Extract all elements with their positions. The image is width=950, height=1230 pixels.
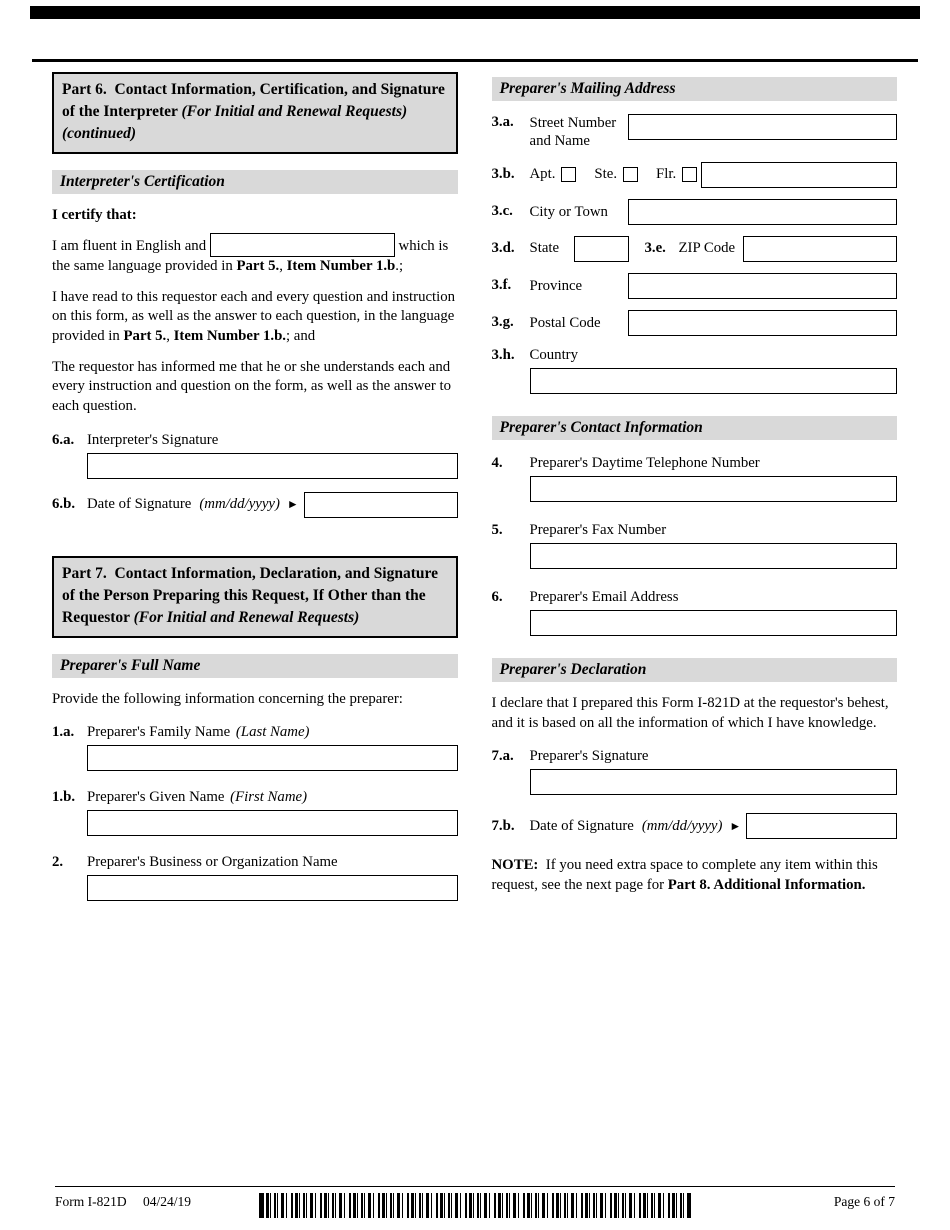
sentence-end-2: ; and: [286, 328, 316, 345]
province-input[interactable]: [628, 273, 898, 299]
country-input[interactable]: [530, 368, 898, 394]
fluent-text-after: which is the same language provided in: [52, 238, 449, 274]
item-3d-number: 3.d.: [491, 240, 515, 257]
part8-reference: Part 8. Additional Information.: [667, 876, 866, 893]
part6-title: Part 6. Contact Information, Certification, and Signature of the Interpreter: [62, 81, 445, 120]
item-3a-number: 3.a.: [491, 114, 514, 130]
preparer-signature-label: Preparer's Signature: [529, 748, 649, 765]
certify-heading: I certify that:: [52, 207, 137, 223]
item-3f-number: 3.f.: [491, 277, 512, 294]
email-address-label: Preparer's Email Address: [529, 588, 679, 605]
read-text: I have read to this requestor each and every question and instruction on this form, as well as the answer to each question, in the language provided in: [52, 288, 456, 345]
note-label: NOTE:: [491, 857, 539, 874]
item-4-number: 4.: [491, 454, 503, 471]
preparer-given-name-input[interactable]: [87, 810, 458, 836]
item-3b-number: 3.b.: [491, 166, 515, 183]
arrow-right-icon-2: ►: [729, 818, 742, 833]
daytime-phone-label: Preparer's Daytime Telephone Number: [529, 454, 760, 471]
unit-number-input[interactable]: [701, 162, 897, 188]
section-title: Preparer's Mailing Address: [499, 80, 676, 97]
interpreter-signature-input[interactable]: [87, 453, 458, 479]
item-3h-number: 3.h.: [491, 346, 515, 363]
declaration-text: I declare that I prepared this Form I-821D at the requestor's behest, and it is based on all the information of which I have knowledge.: [491, 694, 889, 731]
country-label: Country: [529, 346, 579, 363]
part5-reference-2: Part 5.: [123, 328, 167, 345]
item-1b-number: 1.b.: [52, 789, 76, 806]
fluent-statement: [52, 233, 458, 277]
note-text: If you need extra space to complete any item within this request, see the next page for: [491, 857, 878, 893]
item-3e-number: 3.e.: [644, 240, 666, 257]
item-3b-row: [492, 162, 898, 188]
understands-statement: The requestor has informed me that he or she understands each and every instruction and question on the form, as well as the answer to each question.: [52, 358, 452, 415]
given-name-label: Preparer's Given Name: [87, 789, 225, 806]
fluent-text-before: I am fluent in English and: [52, 238, 207, 254]
header-rule: [32, 59, 918, 62]
part7-title: Part 7. Contact Information, Declaration, and Signature of the Person Preparing this Request, If Other than the Requestor: [62, 564, 438, 626]
reference-comma-2: ,: [166, 328, 174, 345]
barcode: [259, 1193, 691, 1218]
item-3f-row: [492, 273, 898, 299]
zip-code-label: ZIP Code: [678, 240, 736, 257]
item-number-reference-2: Item Number 1.b.: [173, 328, 286, 345]
street-label: Street Number and Name: [529, 115, 617, 150]
family-name-label: Preparer's Family Name: [87, 724, 231, 741]
item-1b-row: [52, 789, 458, 806]
top-black-bar: [30, 6, 920, 19]
item-6a-row: [52, 432, 458, 449]
item-7a-number: 7.a.: [491, 748, 514, 765]
family-name-hint: (Last Name): [235, 724, 310, 741]
ste-label: Ste.: [594, 166, 618, 183]
item-6a-label: Interpreter's Signature: [87, 431, 219, 448]
item-3g-row: [492, 310, 898, 336]
read-statement: [52, 288, 458, 347]
footer-row: [55, 1194, 895, 1210]
section-title: Interpreter's Certification: [60, 173, 225, 190]
zip-code-input[interactable]: [743, 236, 898, 262]
state-label: State: [529, 240, 560, 257]
preparer-business-name-input[interactable]: [87, 875, 458, 901]
item-7b-row: [492, 813, 898, 839]
sentence-end: .;: [395, 258, 404, 274]
note-paragraph: [492, 856, 898, 895]
preparer-intro: Provide the following information concerning the preparer:: [52, 690, 403, 707]
part7-title-note: (For Initial and Renewal Requests): [133, 608, 360, 626]
item-6b-label: Date of Signature: [87, 496, 192, 513]
ste-checkbox[interactable]: [623, 167, 638, 182]
postal-code-label: Postal Code: [529, 314, 601, 331]
preparer-email-address-input[interactable]: [530, 610, 898, 636]
preparers-mailing-address-section-header: [492, 77, 898, 101]
item-1a-number: 1.a.: [52, 724, 75, 741]
part6-header: [52, 72, 458, 154]
item-3g-number: 3.g.: [491, 314, 514, 331]
preparers-full-name-section-header: [52, 654, 458, 678]
city-label: City or Town: [529, 203, 608, 220]
interpreter-language-input[interactable]: [210, 233, 395, 257]
section-title: Preparer's Full Name: [60, 656, 201, 674]
date-format-hint: (mm/dd/yyyy): [199, 496, 280, 513]
part6-title-note: (For Initial and Renewal Requests) (continued): [62, 103, 408, 142]
left-column: [52, 72, 458, 910]
preparer-family-name-input[interactable]: [87, 745, 458, 771]
item-2-number: 2.: [52, 854, 64, 871]
preparer-date-of-signature-input[interactable]: [746, 813, 897, 839]
item-6b-row: [52, 492, 458, 518]
item-1a-label: [87, 724, 309, 741]
item-1b-label: [87, 789, 307, 806]
apt-checkbox[interactable]: [561, 167, 576, 182]
flr-label: Flr.: [656, 166, 677, 183]
state-input[interactable]: [574, 236, 629, 262]
fax-number-label: Preparer's Fax Number: [529, 521, 667, 538]
item-5-row: [492, 522, 898, 539]
street-number-and-name-input[interactable]: [628, 114, 898, 140]
right-column: [492, 72, 898, 910]
item-6a-number: 6.a.: [52, 431, 75, 448]
item-4-row: [492, 455, 898, 472]
postal-code-input[interactable]: [628, 310, 898, 336]
item-6-number: 6.: [491, 588, 503, 605]
preparer-signature-input[interactable]: [530, 769, 898, 795]
item-3d-3e-row: [492, 236, 898, 262]
apt-label: Apt.: [529, 166, 556, 183]
preparer-fax-number-input[interactable]: [530, 543, 898, 569]
form-number: Form I-821D: [55, 1194, 127, 1209]
interpreters-certification-section-header: [52, 170, 458, 194]
province-label: Province: [529, 277, 583, 294]
preparer-daytime-telephone-input[interactable]: [530, 476, 898, 502]
edition-date: 04/24/19: [143, 1194, 192, 1209]
reference-comma: ,: [279, 258, 287, 274]
item-1a-row: [52, 724, 458, 741]
page-number: Page 6 of 7: [833, 1194, 895, 1209]
interpreter-date-of-signature-input[interactable]: [304, 492, 458, 518]
part5-reference: Part 5.: [236, 258, 280, 274]
given-name-hint: (First Name): [230, 789, 307, 806]
footer-rule: [55, 1186, 895, 1187]
footer-left: [55, 1194, 191, 1210]
form-columns: [52, 72, 897, 910]
item-3c-row: [492, 199, 898, 225]
arrow-right-icon: ►: [286, 497, 299, 512]
city-or-town-input[interactable]: [628, 199, 898, 225]
item-2-label: Preparer's Business or Organization Name: [87, 854, 338, 871]
item-6-row: [492, 589, 898, 606]
item-7b-number: 7.b.: [491, 817, 515, 834]
flr-checkbox[interactable]: [682, 167, 697, 182]
item-7b-label: Date of Signature: [529, 817, 634, 834]
preparers-contact-information-section-header: [492, 416, 898, 440]
item-3a-row: [492, 114, 898, 151]
item-6b-number: 6.b.: [52, 496, 76, 513]
item-2-row: [52, 854, 458, 871]
item-7a-row: [492, 748, 898, 765]
page-footer: [55, 1186, 895, 1210]
item-3h-row: [492, 347, 898, 364]
item-3c-number: 3.c.: [491, 203, 513, 220]
item-5-number: 5.: [491, 521, 503, 538]
date-format-hint-2: (mm/dd/yyyy): [641, 817, 723, 834]
section-title: Preparer's Contact Information: [499, 418, 703, 436]
part7-header: [52, 556, 458, 638]
preparers-declaration-section-header: [492, 658, 898, 682]
item-number-reference: Item Number 1.b: [286, 258, 396, 274]
section-title: Preparer's Declaration: [499, 660, 647, 678]
